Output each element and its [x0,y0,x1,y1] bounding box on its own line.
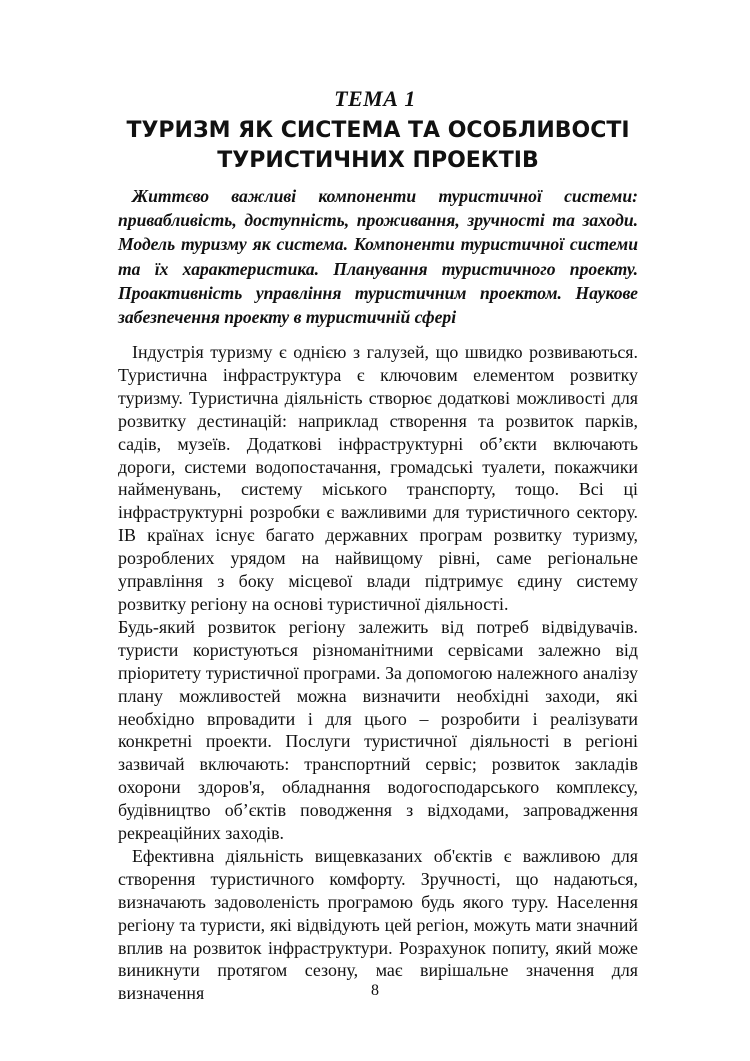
page-number: 8 [371,982,379,999]
paragraph: Ефективна діяльність вищевказаних об'єктів є важливою для створення туристичного комфорту. Зручності, що надаються, визначають задоволеність програмою будь якого туру. Населення регіону та туристи, які відвідують цей регіон, можуть мати значний вплив на розвиток інфраструктури. Розрахунок попиту, який може виникнути протягом сезону, має вирішальне значення для визначення [118,845,638,1004]
chapter-abstract: Життєво важливі компоненти туристичної системи: привабливість, доступність, проживання, зручності та заходи. Модель туризму як система. Компоненти туристичної системи та їх характеристика. Планування туристичного проекту. Проактивність управління туристичним проектом. Наукове забезпечення проекту в туристичній сфері [118,186,638,328]
paragraph: Індустрія туризму є однією з галузей, що швидко розвиваються. Туристична інфраструктура є ключовим елементом розвитку туризму. Туристична діяльність створює додаткові можливості для розвитку дестинацій: наприклад створення та розвиток парків, садів, музеїв. Додаткові інфраструктурні об’єкти включають дороги, системи водопостачання, громадські туалети, покажчики найменувань, систему міського транспорту, тощо. Всі ці інфраструктурні розробки є важливими для туристичного сектору. ІВ країнах існує багато державних програм розвитку туризму, розроблених урядом на найвищому рівні, саме регіональне управління з боку місцевої влади підтримує єдину систему розвитку регіону на основі туристичної діяльності. [118,342,638,614]
paragraph: Будь-який розвиток регіону залежить від потреб відвідувачів. туристи користуються різноманітними сервісами залежно від пріоритету туристичної програми. За допомогою належного аналізу плану можливостей можна визначити необхідні заходи, які необхідно впровадити і для цього – розробити і реалізувати конкретні проекти. Послуги туристичної діяльності в регіоні зазвичай включають: транспортний сервіс; розвиток закладів охорони здоров'я, обладнання водогосподарського комплексу, будівництво об’єктів поводження з відходами, запровадження рекреаційних заходів. [118,616,638,844]
body-text [118,341,638,1005]
topic-label: ТЕМА 1 [334,86,416,111]
chapter-title: ТУРИЗМ ЯК СИСТЕМА ТА ОСОБЛИВОСТІ ТУРИСТИЧНИХ ПРОЕКТІВ [126,118,630,173]
